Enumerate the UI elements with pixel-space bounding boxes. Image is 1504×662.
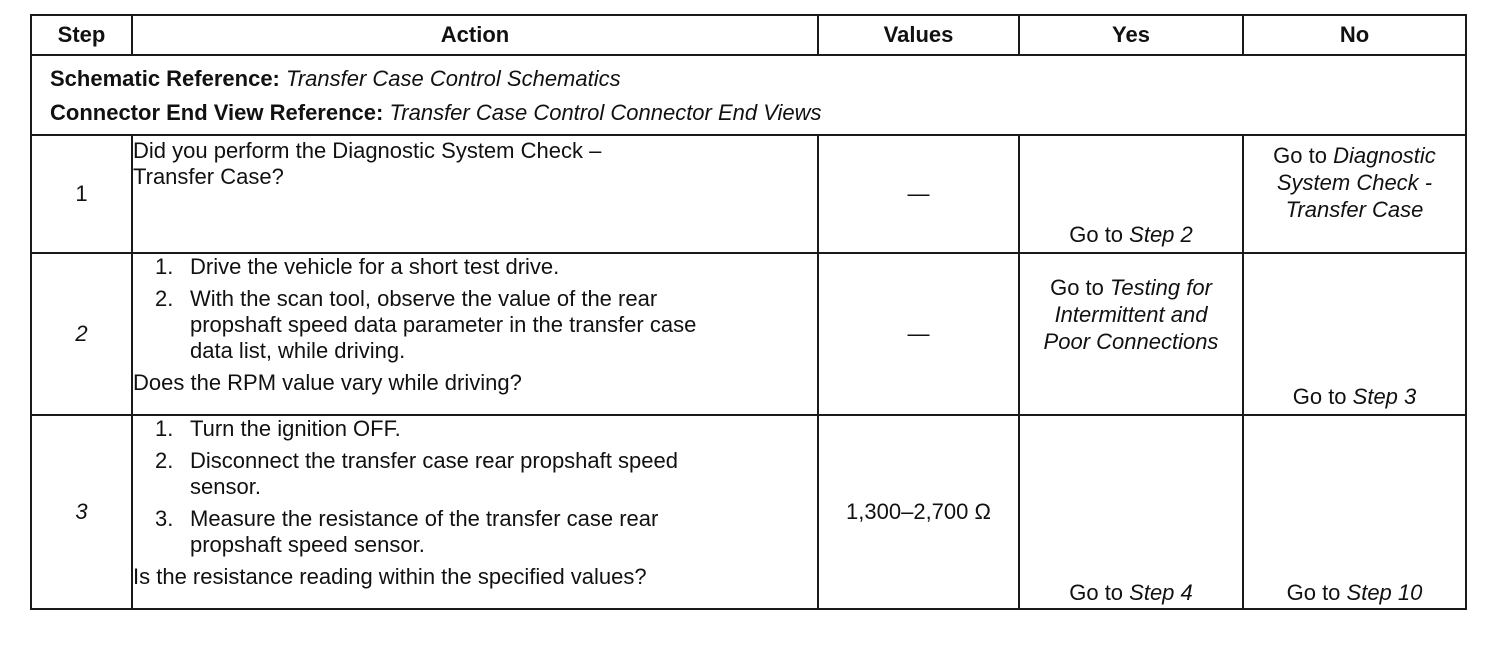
item-text: [190, 506, 817, 558]
yes-prefix: Go to: [1069, 580, 1130, 605]
yes-link[interactable]: [1020, 274, 1242, 355]
action-question: [133, 138, 817, 190]
item-text-line: With the scan tool, observe the value of the rear: [190, 286, 658, 311]
action-item: [155, 286, 817, 364]
no-link[interactable]: [1244, 142, 1465, 223]
item-number: 3.: [155, 506, 174, 531]
connector-reference: [50, 96, 1465, 130]
no-link[interactable]: [1244, 384, 1465, 410]
no-link-text[interactable]: Diagnostic: [1333, 143, 1436, 168]
no-link-text[interactable]: Step 3: [1352, 384, 1417, 409]
header-values: Values: [818, 15, 1019, 55]
no-cell: [1243, 135, 1466, 253]
values-cell: 1,300–2,700 Ω: [818, 415, 1019, 609]
connector-reference-label: Connector End View Reference:: [50, 100, 384, 125]
yes-prefix: Go to: [1050, 275, 1110, 300]
no-link-text[interactable]: System Check -: [1276, 170, 1433, 195]
item-text: Drive the vehicle for a short test drive.: [190, 254, 560, 279]
item-number: 1.: [155, 254, 174, 279]
no-prefix: Go to: [1286, 580, 1347, 605]
item-text-line: propshaft speed sensor.: [190, 532, 425, 557]
action-item: [155, 506, 817, 558]
header-step: Step: [31, 15, 132, 55]
item-text-line: sensor.: [190, 474, 261, 499]
reference-row: [31, 55, 1466, 135]
step-number: 1: [31, 135, 132, 253]
yes-link-text[interactable]: Intermittent and: [1054, 302, 1208, 327]
header-row: [31, 15, 1466, 55]
schematic-reference-link[interactable]: Transfer Case Control Schematics: [286, 66, 621, 91]
item-text-line: Measure the resistance of the transfer case rear: [190, 506, 659, 531]
header-action: Action: [132, 15, 818, 55]
item-number: 2.: [155, 448, 174, 473]
connector-reference-link[interactable]: Transfer Case Control Connector End Views: [389, 100, 822, 125]
no-prefix: Go to: [1292, 384, 1353, 409]
action-item: [155, 416, 817, 442]
action-cell: [132, 253, 818, 415]
item-text-line: propshaft speed data parameter in the transfer case: [190, 312, 697, 337]
action-item: [155, 448, 817, 500]
item-number: 1.: [155, 416, 174, 441]
no-link[interactable]: [1244, 580, 1465, 606]
yes-link[interactable]: [1020, 580, 1242, 606]
action-item: [155, 254, 817, 280]
action-question: Is the resistance reading within the specified values?: [133, 564, 647, 589]
item-text-line: data list, while driving.: [190, 338, 406, 363]
yes-cell: [1019, 253, 1243, 415]
action-cell: [132, 415, 818, 609]
no-cell: [1243, 415, 1466, 609]
yes-link[interactable]: [1020, 222, 1242, 248]
no-link-text[interactable]: Transfer Case: [1285, 197, 1424, 222]
item-text: [190, 448, 817, 500]
schematic-reference-label: Schematic Reference:: [50, 66, 280, 91]
yes-cell: [1019, 135, 1243, 253]
item-number: 2.: [155, 286, 174, 311]
yes-link-text[interactable]: Testing for: [1110, 275, 1212, 300]
action-question: Does the RPM value vary while driving?: [133, 370, 522, 395]
values-cell: —: [818, 135, 1019, 253]
action-question-line: Did you perform the Diagnostic System Check –: [133, 138, 602, 163]
no-link-text[interactable]: Step 10: [1346, 580, 1423, 605]
yes-link-text[interactable]: Step 4: [1129, 580, 1193, 605]
step-number: 3: [31, 415, 132, 609]
table-row: [31, 135, 1466, 253]
item-text-line: Disconnect the transfer case rear propshaft speed: [190, 448, 678, 473]
table-row: [31, 415, 1466, 609]
yes-prefix: Go to: [1069, 222, 1130, 247]
no-prefix: Go to: [1273, 143, 1334, 168]
action-question-line: Transfer Case?: [133, 164, 284, 189]
references-cell: [31, 55, 1466, 135]
header-yes: Yes: [1019, 15, 1243, 55]
yes-cell: [1019, 415, 1243, 609]
no-cell: [1243, 253, 1466, 415]
values-cell: —: [818, 253, 1019, 415]
yes-link-text[interactable]: Poor Connections: [1043, 329, 1219, 354]
action-cell: [132, 135, 818, 253]
diagnostic-table: [30, 14, 1467, 610]
step-number: 2: [31, 253, 132, 415]
table-row: [31, 253, 1466, 415]
schematic-reference: [50, 62, 1465, 96]
header-no: No: [1243, 15, 1466, 55]
item-text: Turn the ignition OFF.: [190, 416, 401, 441]
item-text: [190, 286, 817, 364]
yes-link-text[interactable]: Step 2: [1129, 222, 1193, 247]
